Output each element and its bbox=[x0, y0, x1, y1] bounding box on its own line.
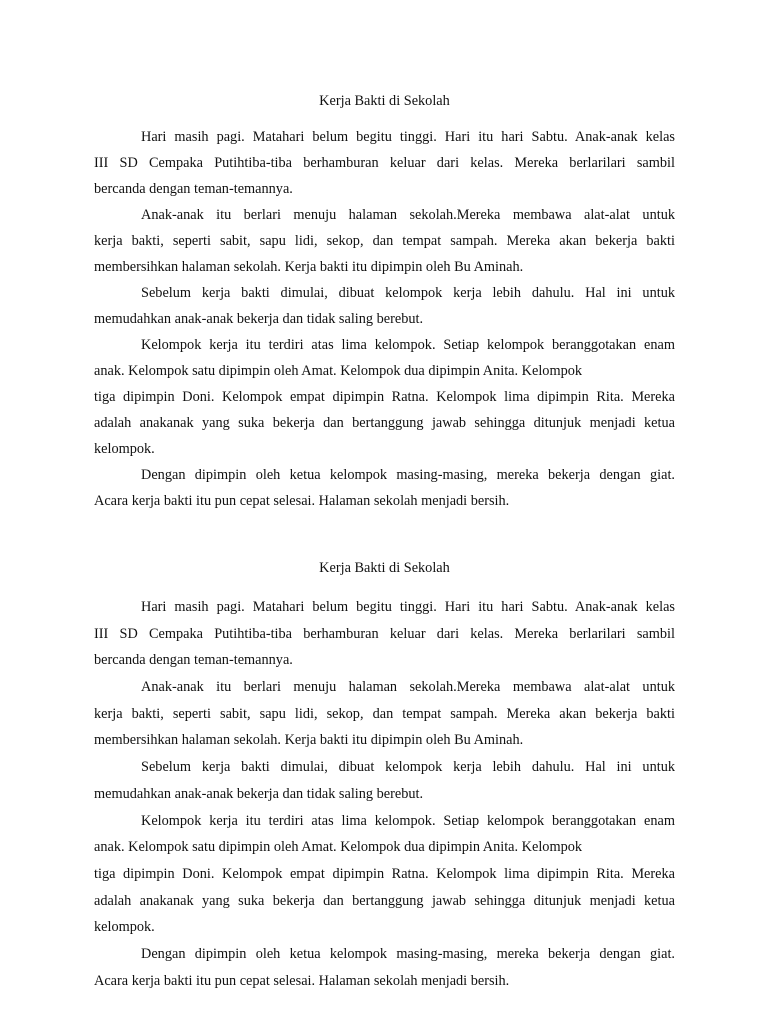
document-section bbox=[94, 88, 675, 514]
text-line: tiga dipimpin Doni. Kelompok empat dipimpin Ratna. Kelompok lima dipimpin Rita. Mereka bbox=[94, 865, 675, 882]
text-line: adalah anakanak yang suka bekerja dan bertanggung jawab sehingga ditunjuk menjadi ketua bbox=[94, 415, 675, 431]
text-line: memudahkan anak-anak bekerja dan tidak saling berebut. bbox=[94, 311, 424, 327]
text-line: bercanda dengan teman-temannya. bbox=[94, 181, 293, 197]
text-line: kerja bakti, seperti sabit, sapu lidi, sekop, dan tempat sampah. Mereka akan bekerja bakti bbox=[94, 705, 675, 722]
text-line: Sebelum kerja bakti dimulai, dibuat kelompok kerja lebih dahulu. Hal ini untuk bbox=[141, 285, 675, 301]
text-line: Hari masih pagi. Matahari belum begitu tinggi. Hari itu hari Sabtu. Anak-anak kelas bbox=[141, 599, 675, 615]
text-line: Dengan dipimpin oleh ketua kelompok masing-masing, mereka bekerja dengan giat. bbox=[141, 945, 675, 962]
text-line: Dengan dipimpin oleh ketua kelompok masing-masing, mereka bekerja dengan giat. bbox=[141, 467, 675, 483]
section-title: Kerja Bakti di Sekolah bbox=[319, 93, 450, 109]
text-line: Anak-anak itu berlari menuju halaman sekolah.Mereka membawa alat-alat untuk bbox=[141, 679, 675, 696]
text-line: Sebelum kerja bakti dimulai, dibuat kelompok kerja lebih dahulu. Hal ini untuk bbox=[141, 759, 675, 776]
text-line: III SD Cempaka Putihtiba-tiba berhamburan keluar dari kelas. Mereka berlarilari sambil bbox=[94, 155, 675, 171]
text-line: III SD Cempaka Putihtiba-tiba berhamburan keluar dari kelas. Mereka berlarilari sambil bbox=[94, 625, 675, 642]
document-section bbox=[94, 555, 675, 994]
text-line: Acara kerja bakti itu pun cepat selesai. Halaman sekolah menjadi bersih. bbox=[94, 493, 510, 509]
text-line: Anak-anak itu berlari menuju halaman sekolah.Mereka membawa alat-alat untuk bbox=[141, 207, 675, 223]
text-line: memudahkan anak-anak bekerja dan tidak saling berebut. bbox=[94, 785, 424, 802]
text-line: anak. Kelompok satu dipimpin oleh Amat. Kelompok dua dipimpin Anita. Kelompok bbox=[94, 839, 583, 856]
text-line: bercanda dengan teman-temannya. bbox=[94, 652, 293, 669]
text-line: Kelompok kerja itu terdiri atas lima kelompok. Setiap kelompok beranggotakan enam bbox=[141, 337, 675, 353]
text-line: tiga dipimpin Doni. Kelompok empat dipimpin Ratna. Kelompok lima dipimpin Rita. Mereka bbox=[94, 389, 675, 405]
text-line: Acara kerja bakti itu pun cepat selesai. Halaman sekolah menjadi bersih. bbox=[94, 972, 510, 989]
section-body bbox=[94, 124, 675, 514]
text-line: kelompok. bbox=[94, 441, 155, 457]
text-line: anak. Kelompok satu dipimpin oleh Amat. Kelompok dua dipimpin Anita. Kelompok bbox=[94, 363, 583, 379]
text-line: membersihkan halaman sekolah. Kerja bakti itu dipimpin oleh Bu Aminah. bbox=[94, 732, 524, 749]
section-body bbox=[94, 594, 675, 994]
text-line: kerja bakti, seperti sabit, sapu lidi, sekop, dan tempat sampah. Mereka akan bekerja bakti bbox=[94, 233, 675, 249]
text-line: Kelompok kerja itu terdiri atas lima kelompok. Setiap kelompok beranggotakan enam bbox=[141, 812, 675, 829]
text-line: Hari masih pagi. Matahari belum begitu tinggi. Hari itu hari Sabtu. Anak-anak kelas bbox=[141, 129, 675, 145]
text-line: kelompok. bbox=[94, 919, 155, 936]
text-line: adalah anakanak yang suka bekerja dan bertanggung jawab sehingga ditunjuk menjadi ketua bbox=[94, 892, 675, 909]
text-line: membersihkan halaman sekolah. Kerja bakti itu dipimpin oleh Bu Aminah. bbox=[94, 259, 524, 275]
section-title: Kerja Bakti di Sekolah bbox=[319, 560, 450, 576]
